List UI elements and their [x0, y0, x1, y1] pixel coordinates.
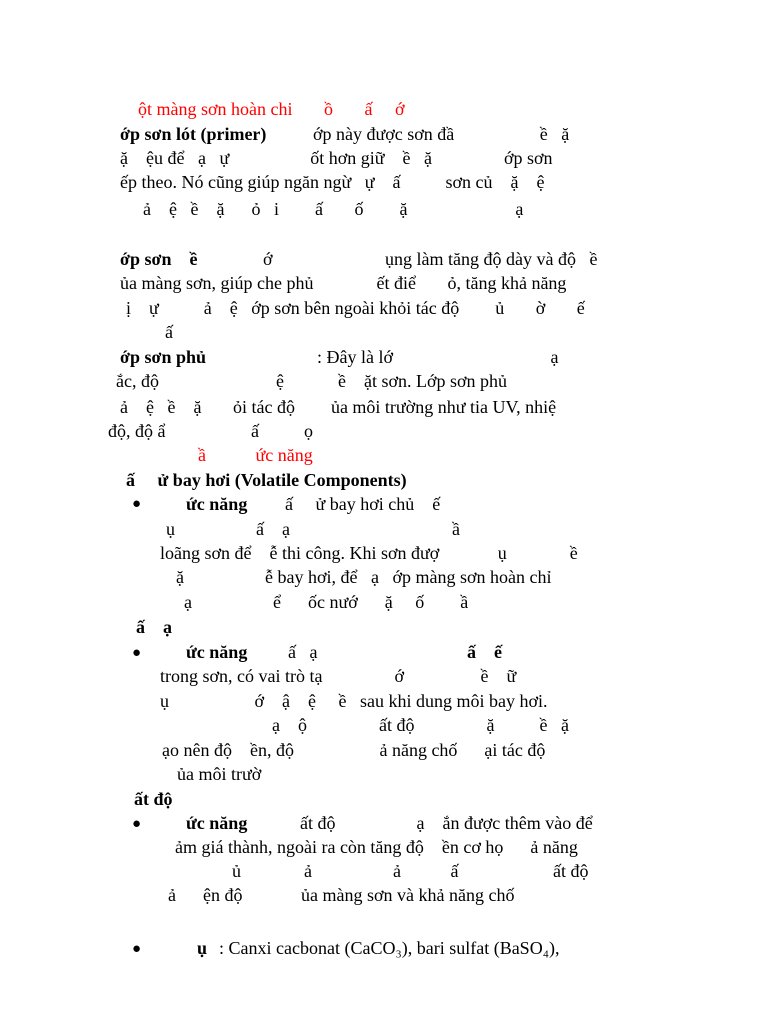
section-heading-components: ầ ức năng: [198, 445, 313, 465]
volatile-heading: ấ ử bay hơi (Volatile Components): [126, 470, 407, 490]
filler-line-1: ất độ ạ ắn được thêm vào để: [300, 813, 593, 833]
intermediate-line-4: ấ: [165, 322, 173, 342]
volatile-line-3: loãng sơn để ễ thi công. Khi sơn đượ ụ ề: [160, 543, 578, 563]
section-heading-paint-film: ột màng sơn hoàn chi ồ ấ ớ: [138, 99, 405, 119]
binder-line-4: ạ ộ ất độ ặ ề ặ: [272, 715, 569, 735]
topcoat-line-1: : Đây là lớ ạ: [317, 347, 559, 367]
intermediate-line-1a: ớ: [263, 249, 273, 269]
intermediate-line-1b: ụng làm tăng độ dày và độ ề: [385, 249, 598, 269]
binder-function-label: ức năng: [186, 642, 248, 662]
topcoat-line-2: ắc, độ ệ ề ặt sơn. Lớp sơn phủ: [116, 371, 508, 391]
example-text: : Canxi cacbonat (CaCO₃), bari sulfat (BaSO₄),: [219, 938, 560, 958]
binder-line-3: ụ ớ ậ ệ ề sau khi dung môi bay hơi.: [160, 691, 548, 711]
topcoat-line-4: độ, độ ẩ ấ ọ: [108, 421, 313, 441]
volatile-line-1: ấ ử bay hơi chủ ế: [285, 494, 441, 514]
filler-heading: ất độ: [134, 789, 173, 809]
filler-line-2: ảm giá thành, ngoài ra còn tăng độ ền cơ họ ả năng: [175, 837, 578, 857]
filler-line-3: ủ ả ả ấ ất độ: [232, 861, 589, 881]
intermediate-line-3: ị ự ả ệ ớp sơn bên ngoài khỏi tác độ ủ ờ ế: [126, 298, 585, 318]
primer-line-3: ếp theo. Nó cũng giúp ngăn ngừ ự ấ sơn củ ặ ệ: [120, 172, 545, 192]
binder-heading: ấ ạ: [136, 617, 172, 637]
example-label: ụ: [197, 938, 208, 958]
bullet-icon: ●: [132, 645, 142, 661]
primer-line-1: ớp này được sơn đầ ề ặ: [313, 124, 570, 144]
volatile-line-4: ặ ễ bay hơi, để ạ ớp màng sơn hoàn chỉ: [176, 567, 552, 587]
binder-line-5: ạo nên độ ền, độ ả năng chố ại tác độ: [162, 740, 546, 760]
bullet-icon: ●: [132, 941, 142, 957]
bullet-icon: ●: [132, 496, 142, 512]
volatile-line-5: ạ ể ốc nướ ặ ố ầ: [184, 592, 469, 612]
primer-title: ớp sơn lót (primer): [120, 124, 267, 144]
intermediate-line-2: ủa màng sơn, giúp che phủ ết điể ỏ, tăng khả năng: [120, 273, 567, 293]
topcoat-line-3: ả ệ ề ặ ỏi tác độ ủa môi trường như tia UV, nhiệ: [120, 397, 557, 417]
binder-line-6: ủa môi trườ: [177, 764, 262, 784]
bullet-icon: ●: [132, 816, 142, 832]
binder-line-2: trong sơn, có vai trò tạ ớ ề ữ: [160, 666, 517, 686]
primer-line-4: ả ệ ề ặ ỏ i ấ ố ặ ạ: [143, 199, 524, 219]
binder-line-1a: ấ ạ: [288, 642, 318, 662]
volatile-function-label: ức năng: [186, 494, 248, 514]
topcoat-title: ớp sơn phủ: [120, 347, 206, 367]
volatile-line-2: ụ ấ ạ ầ: [166, 519, 460, 539]
primer-line-2: ặ ệu để ạ ự ốt hơn giữ ề ặ ớp sơn: [120, 148, 553, 168]
intermediate-title: ớp sơn ề: [120, 249, 198, 269]
filler-line-4: ả ện độ ủa màng sơn và khả năng chố: [168, 885, 515, 905]
filler-function-label: ức năng: [186, 813, 248, 833]
binder-line-1b: ấ ế: [467, 642, 502, 662]
